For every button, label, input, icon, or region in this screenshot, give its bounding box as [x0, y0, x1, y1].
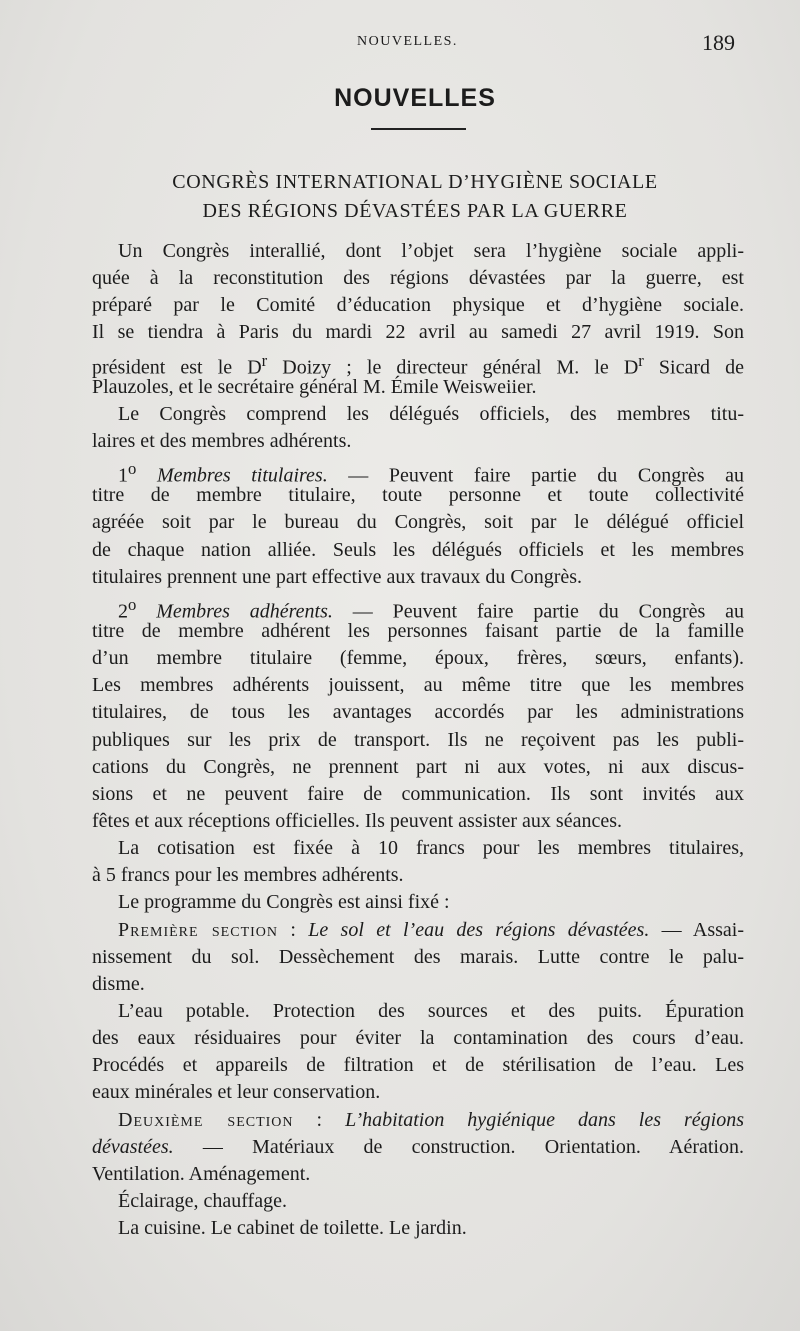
text: Éclairage, chauffage.	[118, 1189, 287, 1212]
text-line	[92, 1161, 744, 1188]
text: Il se tiendra à Paris du mardi 22 avril au samedi 27 avril 1919. Son	[92, 321, 744, 344]
text-line	[92, 591, 744, 623]
text-line	[92, 482, 744, 509]
text-line	[92, 1025, 744, 1052]
text: Le Congrès comprend les délégués officiels, des membres titu-	[118, 402, 744, 425]
text: fêtes et aux réceptions officielles. Ils peuvent assister aux séances.	[92, 809, 622, 832]
italic-text: Le sol et l’eau des régions dévastées.	[308, 918, 650, 941]
text: 1	[118, 464, 128, 487]
text-line	[92, 1215, 744, 1242]
text-line	[92, 1188, 744, 1215]
text-line	[92, 917, 744, 944]
page-number: 189	[702, 30, 735, 55]
text: — Assai-	[649, 918, 745, 941]
text-line	[92, 401, 744, 428]
text: 2	[118, 600, 128, 623]
italic-text: Membres adhérents.	[156, 600, 333, 623]
text: publiques sur les prix de transport. Ils ne reçoivent pas les publi-	[92, 728, 744, 751]
text: titulaires prennent une part effective aux travaux du Congrès.	[92, 565, 583, 588]
text-line	[92, 808, 744, 835]
text-line	[92, 1079, 744, 1106]
title-rule	[371, 128, 466, 130]
text-line	[92, 1052, 744, 1079]
text: président est le D	[92, 356, 262, 379]
text: d’un membre titulaire (femme, époux, frères, sœurs, enfants).	[92, 647, 744, 670]
article-body	[92, 238, 744, 1242]
text-line	[92, 645, 744, 672]
text: à 5 francs pour les membres adhérents.	[92, 864, 404, 887]
text-line	[92, 428, 744, 455]
text: nissement du sol. Dessèchement des marais. Lutte contre le palu-	[92, 945, 744, 968]
text: Ventilation. Aménagement.	[92, 1162, 311, 1185]
text-line	[92, 455, 745, 487]
text-line	[92, 1107, 744, 1134]
text: La cotisation est fixée à 10 francs pour les membres titulaires,	[118, 837, 744, 860]
text: — Peuvent faire partie du Congrès au	[332, 600, 744, 623]
section-label: Première section	[118, 918, 279, 941]
text-line	[92, 265, 744, 292]
text-line	[92, 292, 744, 319]
italic-text: Membres titulaires.	[156, 464, 328, 487]
text: Sicard de	[643, 356, 744, 379]
text: Le programme du Congrès est ainsi fixé :	[118, 891, 450, 914]
text-line	[92, 618, 744, 645]
text: L’eau potable. Protection des sources et des puits. Épuration	[118, 999, 744, 1022]
text-line	[92, 537, 744, 564]
text-line	[92, 509, 744, 536]
text: disme.	[92, 972, 145, 995]
italic-text: L’habitation hygiénique dans les régions	[345, 1108, 745, 1131]
text-line	[92, 238, 744, 265]
superscript: o	[128, 594, 137, 614]
running-head	[0, 30, 800, 58]
text: :	[293, 1108, 346, 1131]
text: Plauzoles, et le secrétaire général M. Émile Weisweiier.	[92, 375, 537, 398]
article-title-line-1: CONGRÈS INTERNATIONAL D’HYGIÈNE SOCIALE	[172, 171, 658, 193]
text: titre de membre adhérent les personnes faisant partie de la famille	[92, 619, 744, 642]
text-line	[92, 699, 744, 726]
text: de chaque nation alliée. Seuls les délégués officiels et les membres	[92, 538, 744, 561]
text: cations du Congrès, ne prennent part ni aux votes, ni aux discus-	[92, 755, 744, 778]
italic-text: dévastées.	[92, 1135, 174, 1158]
text-line	[92, 971, 744, 998]
text-line	[92, 889, 744, 916]
text: préparé par le Comité d’éducation physique et d’hygiène sociale.	[92, 294, 744, 317]
text-line	[92, 1134, 744, 1161]
text: laires et des membres adhérents.	[92, 429, 352, 452]
text-line	[92, 319, 744, 346]
text: Procédés et appareils de filtration et de stérilisation de l’eau. Les	[92, 1054, 744, 1077]
text: Les membres adhérents jouissent, au même titre que les membres	[92, 674, 744, 697]
running-title: NOUVELLES.	[357, 34, 458, 49]
superscript: r	[261, 350, 268, 370]
text: titulaires, de tous les avantages accordés par les administrations	[92, 701, 744, 724]
text-line	[92, 564, 744, 591]
superscript: o	[128, 459, 137, 479]
text-line	[92, 998, 744, 1025]
text-line	[92, 835, 744, 862]
superscript: r	[638, 350, 644, 370]
article-title	[60, 168, 770, 226]
text: eaux minérales et leur conservation.	[92, 1081, 381, 1104]
text: — Matériaux de construction. Orientation. Aération.	[173, 1135, 744, 1158]
text: La cuisine. Le cabinet de toilette. Le jardin.	[118, 1217, 467, 1240]
text: Doizy ; le directeur général M. le D	[267, 356, 639, 379]
text-line	[92, 862, 744, 889]
section-title: NOUVELLES	[334, 84, 496, 112]
text: quée à la reconstitution des régions dévastées par la guerre, est	[92, 267, 744, 290]
text: sions et ne peuvent faire de communication. Ils sont invités aux	[92, 782, 744, 805]
text: :	[278, 918, 309, 941]
text: titre de membre titulaire, toute personne et toute collectivité	[92, 484, 744, 507]
text-line	[92, 944, 744, 971]
text: — Peuvent faire partie du Congrès au	[327, 464, 745, 487]
text-line	[92, 781, 744, 808]
text: des eaux résiduaires pour éviter la contamination des cours d’eau.	[92, 1027, 744, 1050]
text: Un Congrès interallié, dont l’objet sera l’hygiène sociale appli-	[118, 240, 744, 262]
text-line	[92, 754, 744, 781]
text: agréée soit par le bureau du Congrès, soit par le délégué officiel	[92, 511, 744, 534]
text-line	[92, 727, 744, 754]
text-line	[92, 672, 744, 699]
section-label: Deuxième section	[118, 1108, 294, 1131]
article-title-line-2: DES RÉGIONS DÉVASTÉES PAR LA GUERRE	[202, 200, 628, 222]
text-line	[92, 347, 744, 379]
